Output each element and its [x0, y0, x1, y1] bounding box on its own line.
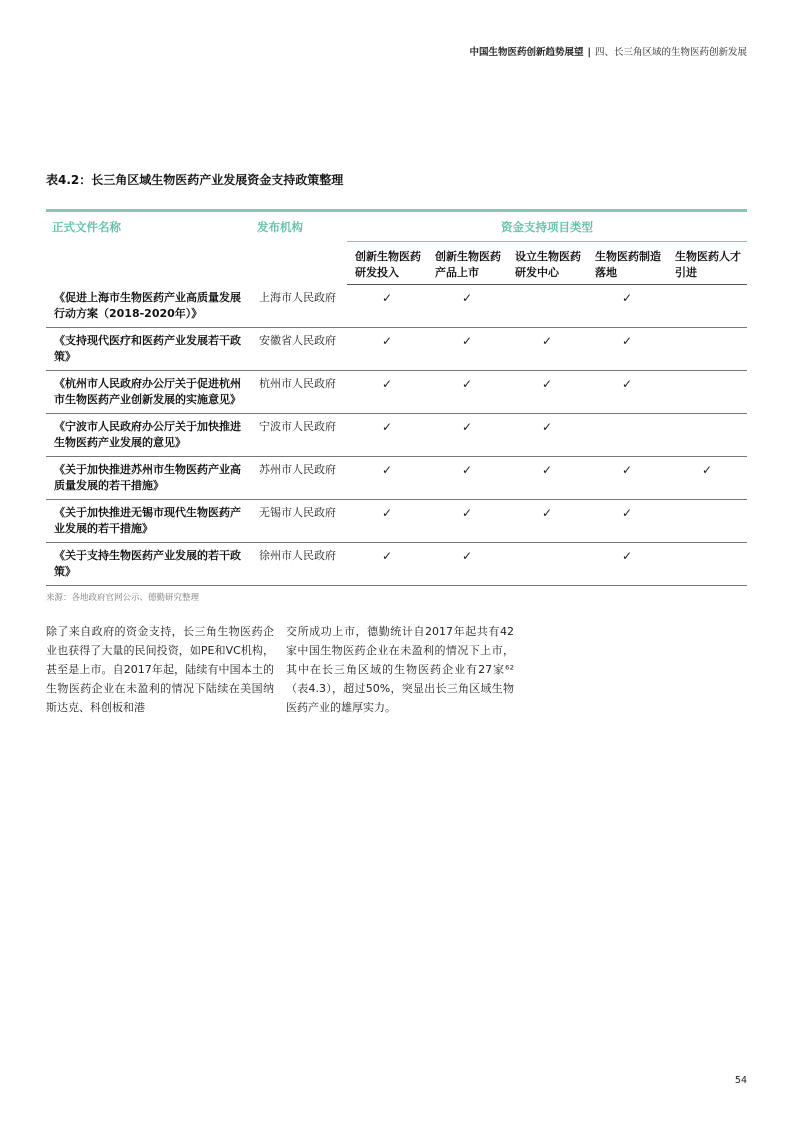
sub-header: 生物医药制造落地	[587, 242, 667, 285]
check-mark-icon: ✓	[507, 456, 587, 499]
policy-name: 《促进上海市生物医药产业高质量发展行动方案（2018-2020年）》	[46, 285, 251, 328]
check-mark-icon: ✓	[427, 413, 507, 456]
policy-name: 《关于支持生物医药产业发展的若干政策》	[46, 542, 251, 585]
issuing-agency: 无锡市人民政府	[251, 499, 347, 542]
table-row	[46, 285, 747, 328]
sub-header: 创新生物医药研发投入	[347, 242, 427, 285]
running-header	[469, 44, 747, 58]
check-mark-icon: ✓	[427, 327, 507, 370]
issuing-agency: 苏州市人民政府	[251, 456, 347, 499]
table-title: 表4.2：长三角区域生物医药产业发展资金支持政策整理	[46, 173, 344, 187]
policy-name: 《宁波市人民政府办公厅关于加快推进生物医药产业发展的意见》	[46, 413, 251, 456]
issuing-agency: 徐州市人民政府	[251, 542, 347, 585]
empty-cell	[667, 370, 747, 413]
check-mark-icon: ✓	[347, 370, 427, 413]
check-mark-icon: ✓	[427, 499, 507, 542]
column-header-org: 发布机构	[251, 211, 347, 285]
page-number: 54	[734, 1075, 747, 1086]
check-mark-icon: ✓	[347, 499, 427, 542]
check-mark-icon: ✓	[587, 499, 667, 542]
empty-cell	[587, 413, 667, 456]
check-mark-icon: ✓	[427, 370, 507, 413]
issuing-agency: 宁波市人民政府	[251, 413, 347, 456]
check-mark-icon: ✓	[507, 413, 587, 456]
check-mark-icon: ✓	[507, 327, 587, 370]
check-mark-icon: ✓	[587, 456, 667, 499]
empty-cell	[667, 285, 747, 328]
table-row	[46, 456, 747, 499]
policy-name: 《杭州市人民政府办公厅关于促进杭州市生物医药产业创新发展的实施意见》	[46, 370, 251, 413]
check-mark-icon: ✓	[347, 285, 427, 328]
column-header-name: 正式文件名称	[46, 211, 251, 285]
empty-cell	[507, 542, 587, 585]
issuing-agency: 杭州市人民政府	[251, 370, 347, 413]
check-mark-icon: ✓	[427, 542, 507, 585]
empty-cell	[507, 285, 587, 328]
issuing-agency: 安徽省人民政府	[251, 327, 347, 370]
check-mark-icon: ✓	[347, 542, 427, 585]
table-row	[46, 542, 747, 585]
policy-name: 《关于加快推进无锡市现代生物医药产业发展的若干措施》	[46, 499, 251, 542]
sub-header: 生物医药人才引进	[667, 242, 747, 285]
table-source: 来源：各地政府官网公示、德勤研究整理	[46, 593, 200, 603]
check-mark-icon: ✓	[587, 370, 667, 413]
policy-table	[46, 209, 747, 586]
header-separator: |	[587, 47, 591, 58]
table-row	[46, 499, 747, 542]
column-group-header: 资金支持项目类型	[347, 211, 747, 242]
body-paragraph-left: 除了来自政府的资金支持，长三角生物医药企业也获得了大量的民间投资，如PE和VC机构，甚至是上市。自2017年起，陆续有中国本土的生物医药企业在未盈利的情况下陆续在美国纳斯达克、科创板和港	[46, 625, 274, 714]
table-row	[46, 370, 747, 413]
check-mark-icon: ✓	[427, 285, 507, 328]
check-mark-icon: ✓	[347, 456, 427, 499]
table-body	[46, 285, 747, 586]
policy-name: 《支持现代医疗和医药产业发展若干政策》	[46, 327, 251, 370]
check-mark-icon: ✓	[427, 456, 507, 499]
body-paragraph-right: 交所成功上市，德勤统计自2017年起共有42家中国生物医药企业在未盈利的情况下上市，其中在长三角区域的生物医药企业有27家⁶²（表4.3），超过50%，突显出长三角区域生物医药产业的雄厚实力。	[286, 625, 514, 714]
empty-cell	[667, 413, 747, 456]
empty-cell	[667, 499, 747, 542]
check-mark-icon: ✓	[587, 285, 667, 328]
check-mark-icon: ✓	[587, 327, 667, 370]
check-mark-icon: ✓	[507, 370, 587, 413]
chapter-title: 四、长三角区域的生物医药创新发展	[594, 47, 747, 58]
check-mark-icon: ✓	[507, 499, 587, 542]
policy-name: 《关于加快推进苏州市生物医药产业高质量发展的若干措施》	[46, 456, 251, 499]
sub-header: 创新生物医药产品上市	[427, 242, 507, 285]
empty-cell	[667, 327, 747, 370]
check-mark-icon: ✓	[347, 413, 427, 456]
sub-header: 设立生物医药研发中心	[507, 242, 587, 285]
issuing-agency: 上海市人民政府	[251, 285, 347, 328]
table-row	[46, 327, 747, 370]
check-mark-icon: ✓	[587, 542, 667, 585]
table-row	[46, 413, 747, 456]
report-title: 中国生物医药创新趋势展望	[469, 47, 584, 58]
check-mark-icon: ✓	[347, 327, 427, 370]
check-mark-icon: ✓	[667, 456, 747, 499]
empty-cell	[667, 542, 747, 585]
